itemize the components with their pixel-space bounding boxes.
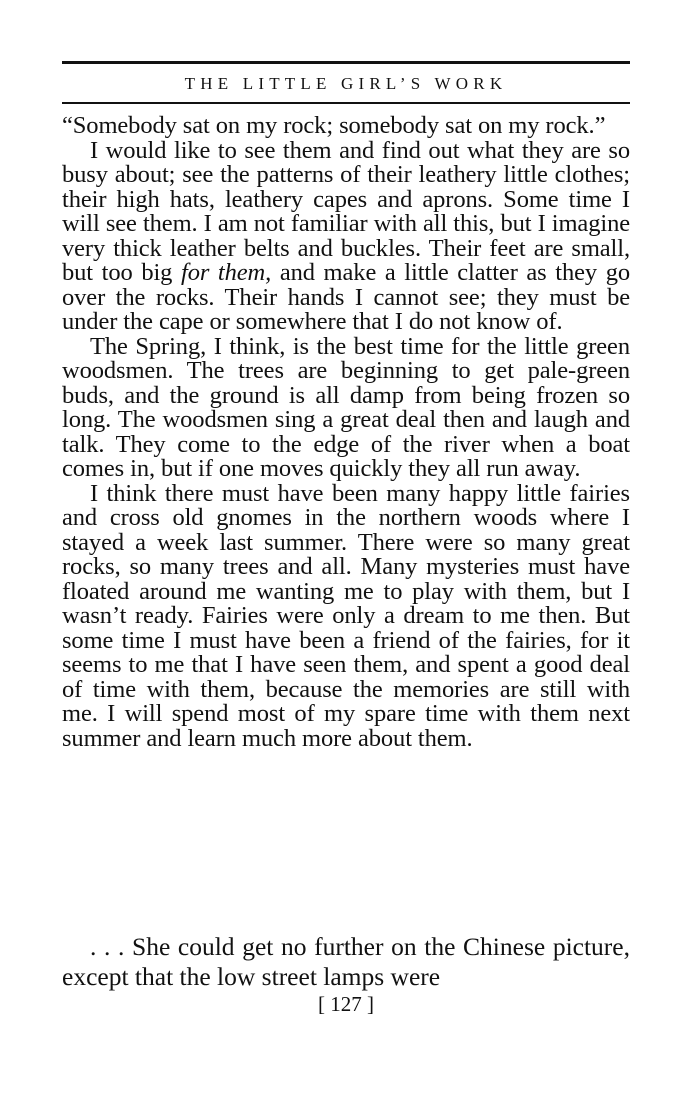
body-text (62, 114, 630, 751)
paragraph-2 (62, 136, 630, 335)
page-number: [ 127 ] (318, 992, 374, 1016)
running-head: THE LITTLE GIRL’S WORK (184, 74, 508, 93)
paragraph-2-part-a: I would like to see them and find out what they are so busy about; see the patterns of their leathery little clothes; their high hats, leathery capes and aprons. Some time I will see them. I am not familiar with all this, but I imagine very thick leather belts and buckles. Their feet are small, but too big (62, 136, 630, 286)
paragraph-2-part-b: and make a little clatter as they go over the rocks. Their hands I cannot see; they must be under the cape or somewhere that I do not know of. (62, 259, 630, 335)
paragraph-2-italic: for them, (180, 259, 272, 286)
continuation-text (62, 932, 630, 992)
paragraph-5: . . . She could get no further on the Chinese picture, except that the low street lamps were (62, 932, 630, 991)
paragraph-4: I think there must have been many happy little fairies and cross old gnomes in the northern woods where I stayed a week last summer. There were so many great rocks, so many trees and all. Many mysteries must have floated around me wanting me to play with them, but I wasn’t ready. Fairies were only a dream to me then. But some time I must have been a friend of the fairies, for it seems to me that I have seen them, and spent a good deal of time with them, because the memories are still with me. I will spend most of my spare time with them next summer and learn much more about them. (62, 479, 630, 752)
paragraph-3: The Spring, I think, is the best time for the little green woodsmen. The trees are beginning to get pale-green buds, and the ground is all damp from being frozen so long. The woodsmen sing a great deal then and laugh and talk. They come to the edge of the river when a boat comes in, but if one moves quickly they all run away. (62, 332, 630, 482)
paragraph-1: “Somebody sat on my rock; somebody sat on my rock.” (62, 112, 606, 139)
header-rule-bottom (62, 102, 630, 104)
header-rule-top (62, 61, 630, 64)
